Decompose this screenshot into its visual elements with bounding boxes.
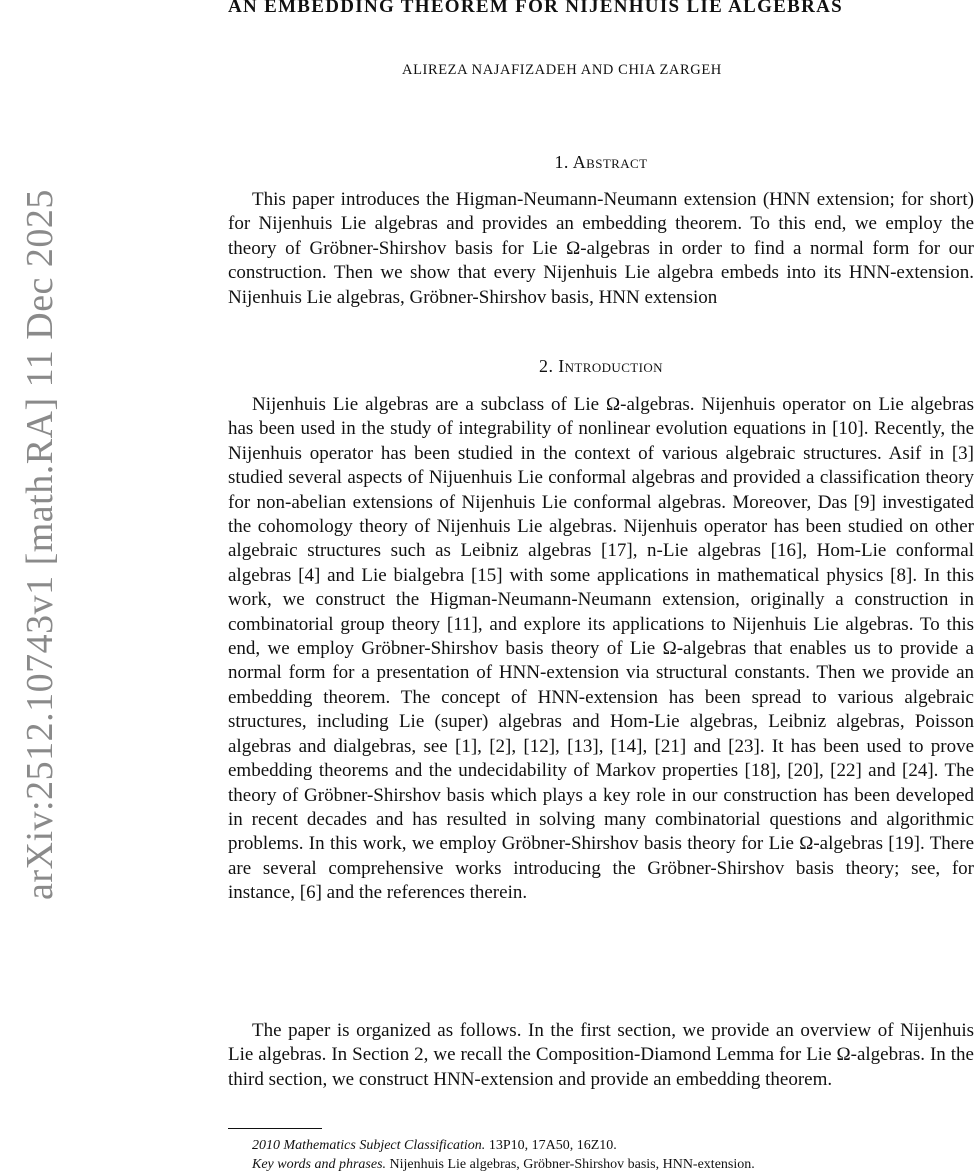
introduction-paragraph-1: Nijenhuis Lie algebras are a subclass of Lie Ω-algebras. Nijenhuis operator on Lie algebras has been used in the study of integrability of nonlinear evolution equations in [10]. Recently, the Nijenhuis operator has been studied in the context of various algebraic structures. Asif in [3] studied several aspects of Nijuenhuis Lie conformal algebras and provided a classification theory for non-abelian extensions of Nijenhuis Lie conformal algebras. Moreover, Das [9] investigated the cohomology theory of Nijenhuis Lie algebras. Nijenhuis operator has been studied on other algebraic structures such as Leibniz algebras [17], n-Lie algebras [16], Hom-Lie conformal algebras [4] and Lie bialgebra [15] with some applications in mathematical physics [8]. In this work, we construct the Higman-Neumann-Neumann extension, originally a construction in combinatorial group theory [11], and explore its applications to Nijenhuis Lie algebras. To this end, we employ Gröbner-Shirshov basis theory of Lie Ω-algebras that enables us to provide a normal form for a presentation of HNN-extension via structural constants. Then we provide an embedding theorem. The concept of HNN-extension has been spread to various algebraic structures, including Lie (super) algebras and Hom-Lie algebras, Leibniz algebras, Poisson algebras and dialgebras, see [1], [2], [12], [13], [14], [21] and [23]. It has been used to prove embedding theorems and the undecidability of Markov properties [18], [20], [22] and [24]. The theory of Gröbner-Shirshov basis which plays a key role in our construction has been developed in recent decades and has resulted in solving many combinatorial questions and algorithmic problems. In this work, we employ Gröbner-Shirshov basis theory for Lie Ω-algebras [19]. There are several comprehensive works introducing the Gröbner-Shirshov basis theory; see, for instance, [6] and the references therein. [228,394,974,904]
footnote-msc [252,1138,974,1154]
abstract-heading: 1. Abstract [554,152,648,172]
footnote-keywords [252,1157,974,1173]
keywords-label: Key words and phrases. [252,1157,387,1172]
paper-authors: ALIREZA NAJAFIZADEH AND CHIA ZARGEH [402,62,722,78]
msc-label: 2010 Mathematics Subject Classification. [252,1138,486,1153]
arxiv-identifier-stamp: arXiv:2512.10743v1 [math.RA] 11 Dec 2025 [19,189,61,900]
footnote-divider [228,1128,322,1129]
msc-value: 13P10, 17A50, 16Z10. [488,1138,617,1153]
introduction-heading: 2. Introduction [539,356,663,376]
paper-title: AN EMBEDDING THEOREM FOR NIJENHUIS LIE ALGEBRAS [228,0,844,17]
introduction-paragraph-2: The paper is organized as follows. In the first section, we provide an overview of Nijenhuis Lie algebras. In Section 2, we recall the Composition-Diamond Lemma for Lie Ω-algebras. In the third section, we construct HNN-extension and provide an embedding theorem. [228,1020,974,1090]
abstract-text: This paper introduces the Higman-Neumann-Neumann extension (HNN extension; for short) for Nijenhuis Lie algebras and provides an embedding theorem. To this end, we employ the theory of Gröbner-Shirshov basis for Lie Ω-algebras in order to find a normal form for our construction. Then we show that every Nijenhuis Lie algebra embeds into its HNN-extension. Nijenhuis Lie algebras, Gröbner-Shirshov basis, HNN extension [228,189,974,308]
keywords-value: Nijenhuis Lie algebras, Gröbner-Shirshov basis, HNN-extension. [389,1157,755,1172]
